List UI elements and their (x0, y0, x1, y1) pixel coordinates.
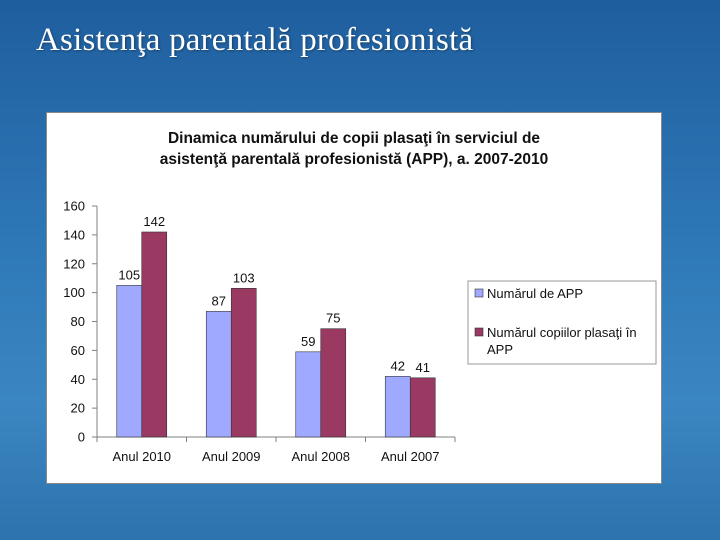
y-tick-label: 100 (63, 285, 85, 301)
legend-label-series-1: Numărul de APP (487, 286, 584, 301)
data-label: 142 (143, 213, 166, 229)
chart-legend (468, 281, 656, 364)
x-tick-label: Anul 2007 (380, 449, 440, 464)
chart-title-line: Dinamica numărului de copii plasaţi în serviciul de (167, 130, 541, 147)
bar-series-2 (231, 288, 256, 437)
data-label: 103 (232, 270, 255, 286)
legend-label-series-2: APP (487, 342, 514, 357)
chart-title (160, 130, 549, 168)
y-tick-label: 120 (63, 256, 85, 272)
bar-chart (47, 113, 661, 483)
chart-bars (117, 214, 436, 437)
bar-series-1 (206, 311, 231, 437)
legend-swatch-series-2 (475, 328, 483, 336)
data-label: 105 (118, 267, 141, 283)
y-tick-label: 60 (70, 342, 85, 358)
data-label: 42 (390, 358, 405, 374)
legend-swatch-series-1 (475, 289, 483, 297)
x-tick-label: Anul 2008 (291, 449, 351, 464)
y-tick-label: 80 (70, 314, 85, 329)
legend-label-series-2: Numărul copiilor plasaţi în (487, 325, 637, 340)
chart-panel (46, 112, 662, 484)
x-tick-label: Anul 2010 (112, 449, 172, 464)
bar-series-1 (385, 376, 410, 437)
bar-series-2 (410, 378, 435, 437)
chart-title-line: asistenţă parentală profesionistă (APP), a. 2007-2010 (159, 151, 549, 168)
data-label: 59 (301, 333, 316, 349)
y-tick-label: 20 (70, 400, 85, 416)
bar-series-1 (117, 285, 142, 437)
y-tick-label: 0 (77, 429, 85, 445)
bar-series-1 (296, 352, 321, 437)
data-label: 75 (326, 310, 341, 326)
bar-series-2 (142, 232, 167, 437)
x-tick-label: Anul 2009 (201, 449, 261, 464)
y-tick-label: 40 (70, 371, 85, 387)
y-tick-label: 140 (63, 227, 85, 243)
data-label: 87 (211, 293, 226, 309)
slide-title: Asistenţa parentală profesionistă (36, 22, 474, 58)
data-label: 41 (415, 359, 430, 375)
y-tick-label: 160 (63, 198, 85, 214)
bar-series-2 (321, 329, 346, 437)
